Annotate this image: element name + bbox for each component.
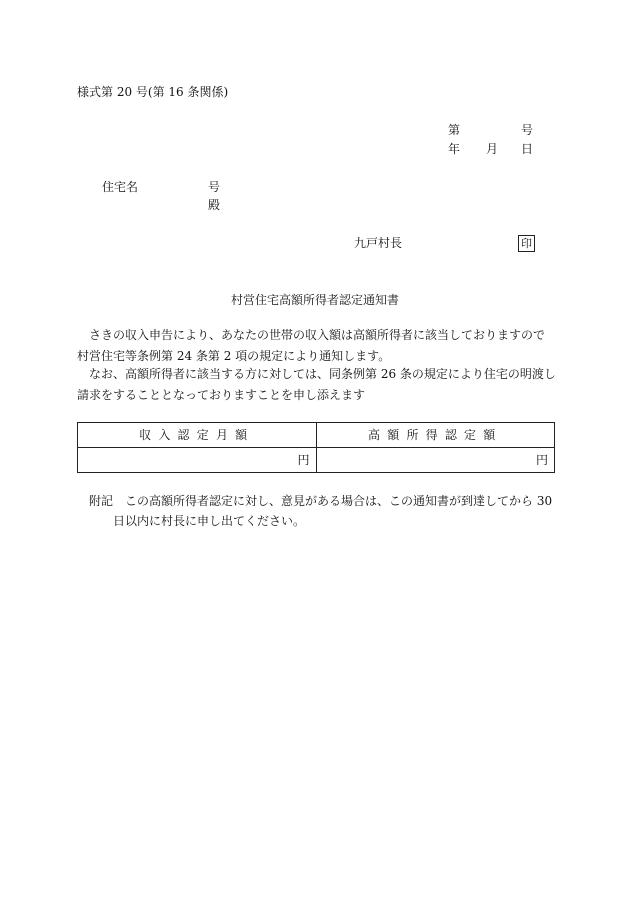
housing-number-label: 号 xyxy=(208,180,221,194)
body-line: 請求をすることとなっておりますことを申し添えます xyxy=(77,388,366,402)
number-prefix-label: 第 xyxy=(448,123,461,137)
body-line: さきの収入申告により、あなたの世帯の収入額は高額所得者に該当しておりますので xyxy=(77,328,546,342)
body-paragraph-1 xyxy=(77,325,557,367)
addressee-honorific: 殿 xyxy=(208,198,221,212)
table-value-row xyxy=(78,448,555,473)
body-line: 村営住宅等条例第 24 条第 2 項の規定により通知します。 xyxy=(77,349,391,363)
month-label: 月 xyxy=(486,142,499,156)
income-certified-monthly-value: 円 xyxy=(78,448,317,473)
number-suffix-label: 号 xyxy=(521,123,534,137)
document-title: 村営住宅高額所得者認定通知書 xyxy=(231,293,400,307)
body-line: なお、高額所得者に該当する方に対しては、同条例第 26 条の規定により住宅の明渡し xyxy=(77,367,556,381)
year-label: 年 xyxy=(448,142,461,156)
note-line-1: この高額所得者認定に対し、意見がある場合は、この通知書が到達してから 30 xyxy=(125,494,553,508)
high-income-certified-header: 高額所得認定額 xyxy=(316,423,555,448)
sender-name: 九戸村長 xyxy=(354,236,403,250)
day-label: 日 xyxy=(521,142,534,156)
high-income-certified-value: 円 xyxy=(316,448,555,473)
income-certified-monthly-header: 収入認定月額 xyxy=(78,423,317,448)
seal-mark: 印 xyxy=(518,235,535,252)
form-number: 様式第 20 号(第 16 条関係) xyxy=(77,85,229,99)
table-header-row xyxy=(78,423,555,448)
housing-name-label: 住宅名 xyxy=(102,180,139,194)
note-line-2: 日以内に村長に申し出てください。 xyxy=(113,514,306,528)
body-paragraph-2 xyxy=(77,364,557,406)
income-amount-table xyxy=(77,422,555,473)
note-label: 附記 xyxy=(89,494,114,508)
